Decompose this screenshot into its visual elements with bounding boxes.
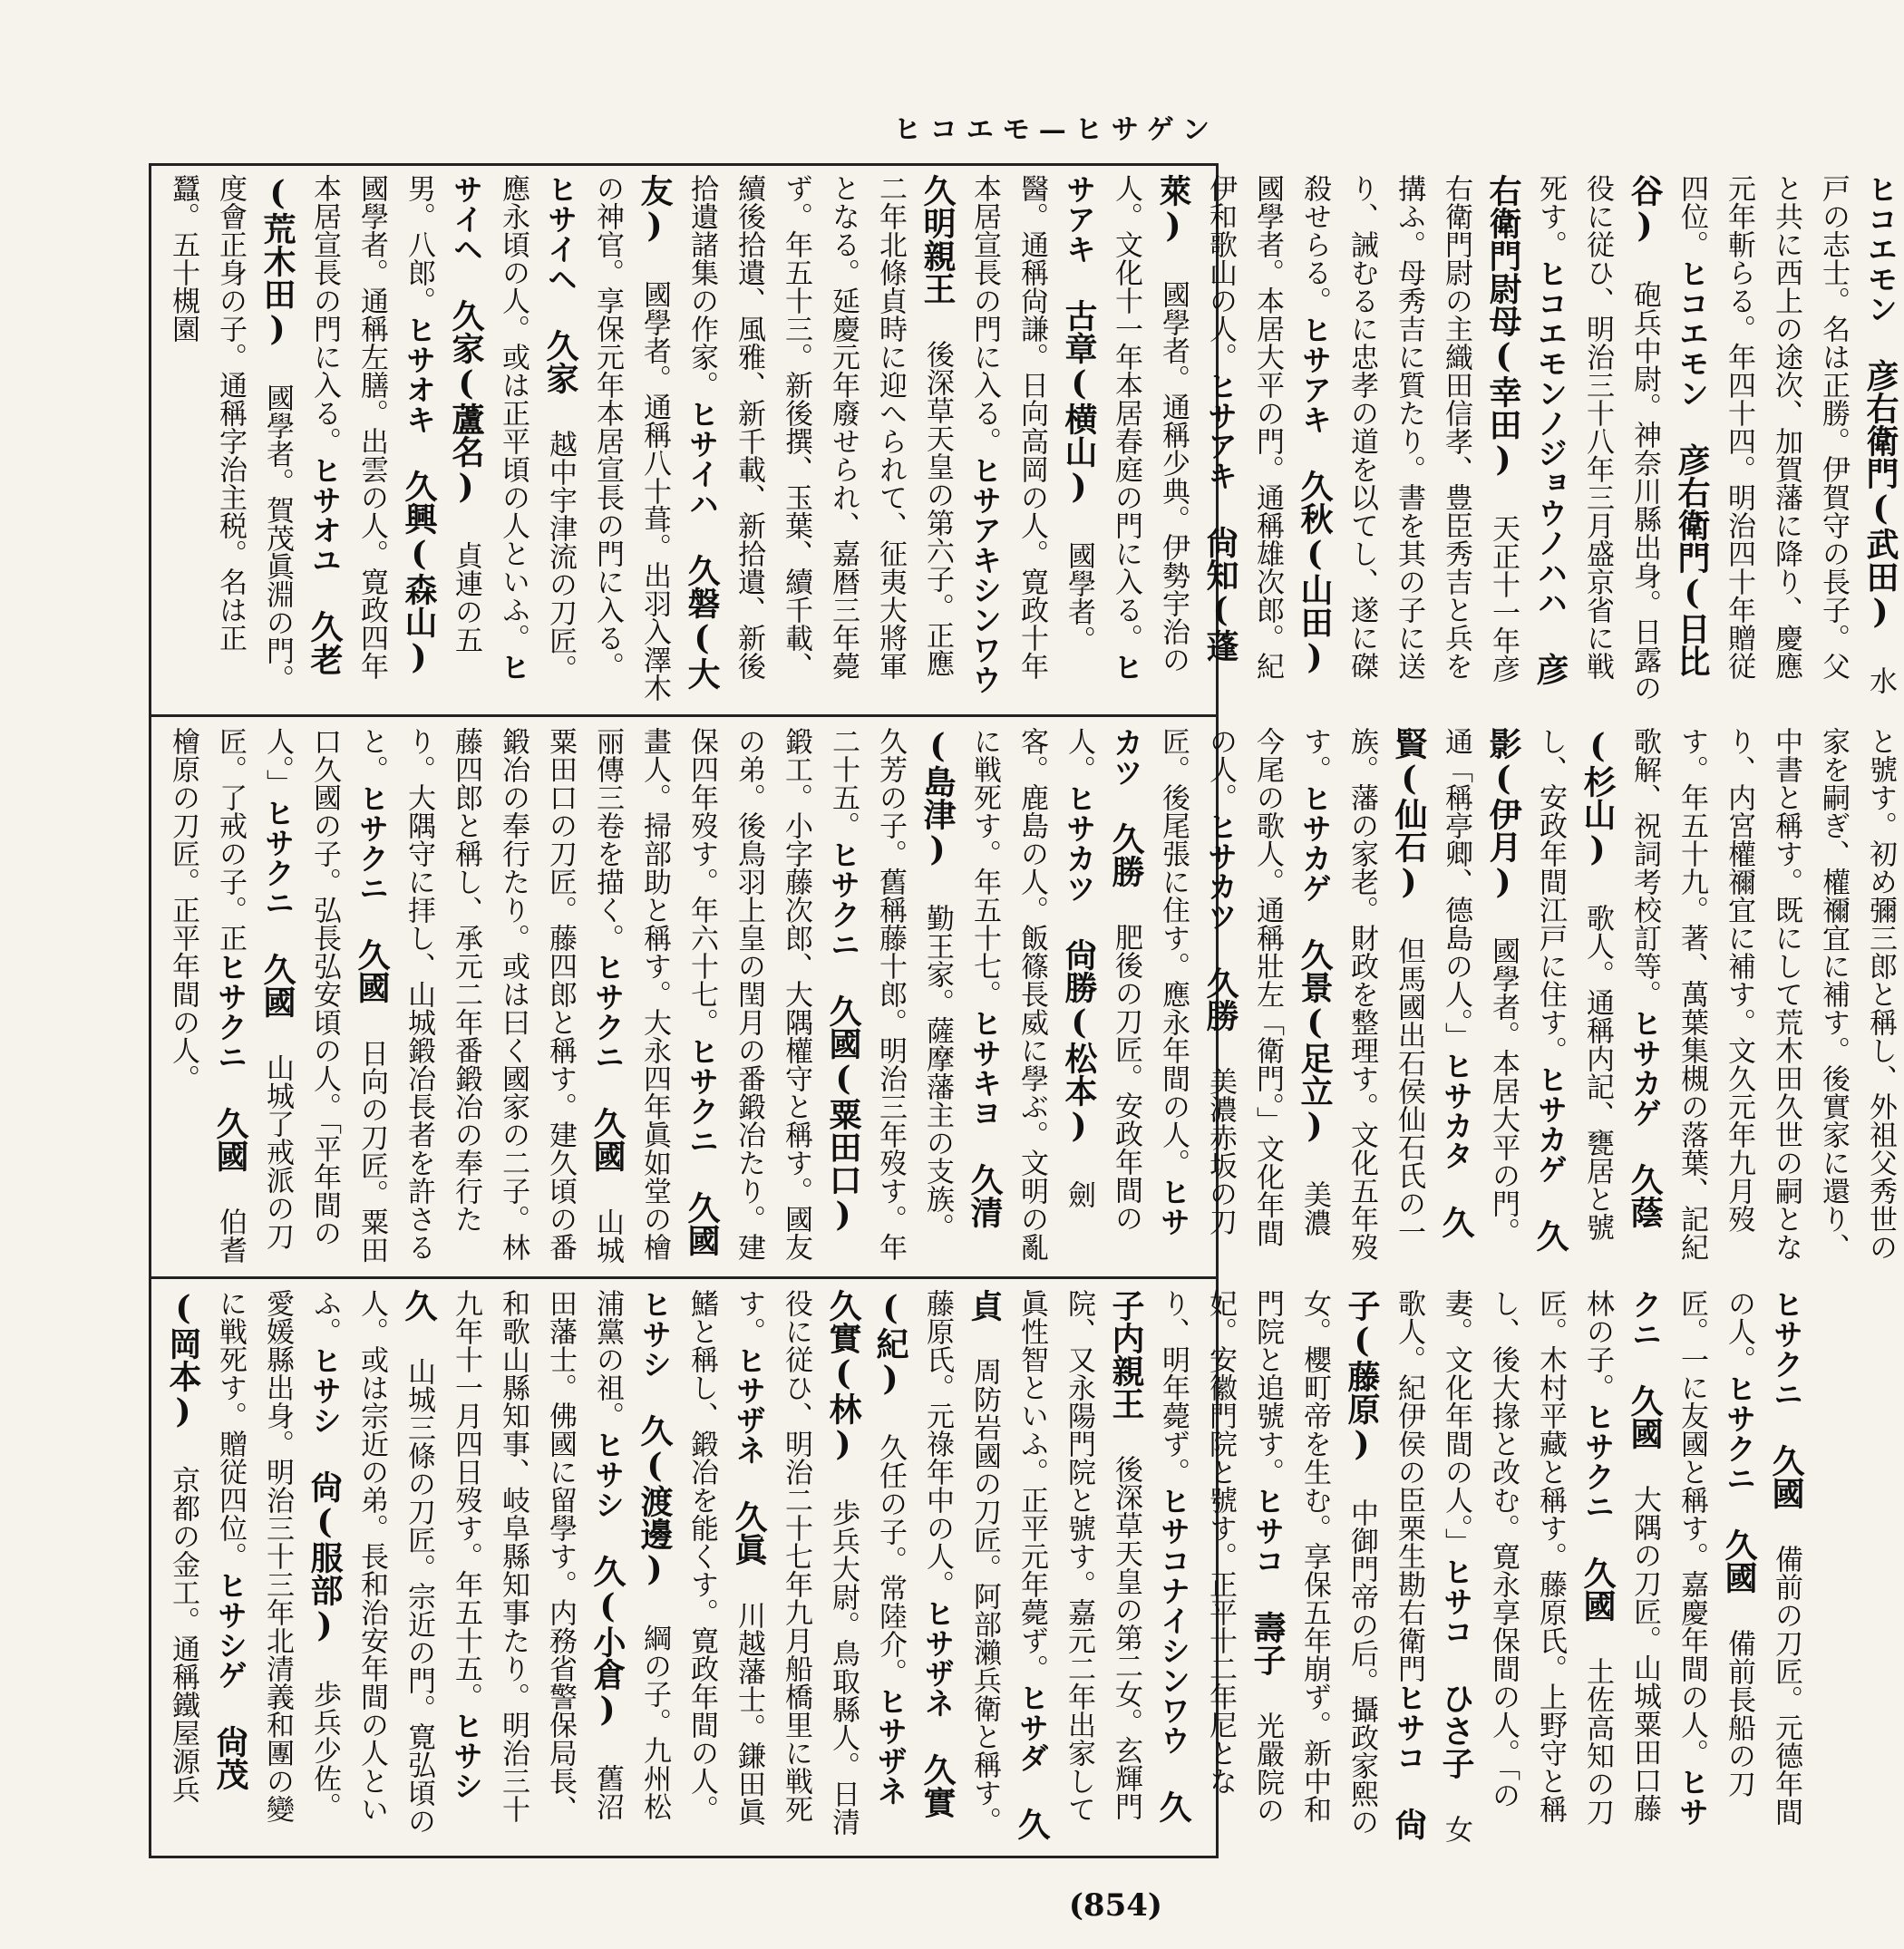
- entry-description: 劍客。鹿島の人。飯篠長威に學ぶ。文明の亂に戦死す。年五十七。: [968, 727, 1095, 1261]
- entry-kana: ヒサコ: [1439, 1556, 1474, 1646]
- entry-description: 綱の子。九州松浦黨の祖。: [591, 1289, 671, 1820]
- entry-name: 久國: [1579, 1556, 1617, 1622]
- entry-kana: ヒサクニ: [1722, 1373, 1757, 1493]
- entry-kana: ヒサクニ: [590, 952, 626, 1071]
- section-divider-1: [149, 714, 1219, 717]
- entry-name: 久影(伊月): [1484, 727, 1569, 1252]
- entry-description: と號す。初め彌三郎と稱し、外祖父秀世の家を嗣ぎ、權禰宜に補す。後實家に還り、中書と稱す。既にして荒木田久世の嗣となり、内宮權禰宜に補す。文久元年九月歿す。年五十九。著、萬葉集槻の落葉、記紀歌解、祝詞考校訂等。: [1628, 727, 1897, 1261]
- entry-name: 尙茂(岡本): [164, 1289, 249, 1790]
- section-bottom: [160, 1289, 1805, 1847]
- entry-name: 久(小倉): [588, 1555, 627, 1729]
- entry-description: 伯耆檜原の刀匠。正平年間の人。: [167, 727, 247, 1264]
- entry-name: 久磐(大友): [636, 174, 721, 690]
- entry-name: 久國: [588, 1107, 627, 1172]
- entry-kana: ヒサカタ: [1439, 1050, 1474, 1170]
- entry-description: 女歌人。紀伊侯の臣栗生勘右衛門: [1393, 1289, 1472, 1843]
- entry-description: 後深草天皇の第六子。正應二年北條貞時に迎へられて、征夷大將軍となる。延慶元年廢せられ、嘉暦三年薨ず。年五十三。新後撰、玉葉、續千載、續後拾遺、風雅、新千載、新拾遺、新後拾遺諸集の作家。: [685, 174, 954, 680]
- entry-name: 久勝: [1107, 822, 1145, 887]
- entry-kana: ヒサイヘ: [543, 174, 578, 294]
- entry-description: 土佐高知の刀匠。木村平藏と稱す。藤原氏。上野守と稱し、後大掾と改む。寛永享保間の人。「の妻。文化年間の人。」: [1440, 1289, 1614, 1826]
- entry-name: 彦右衛門(日比谷): [1626, 174, 1711, 677]
- entry-description: 備前長船の刀匠。一に友國と稱す。嘉慶年間の人。: [1676, 1289, 1755, 1798]
- entry-name: 久景(足立): [1296, 938, 1334, 1145]
- entry-name: 久實(林): [824, 1289, 862, 1463]
- page-number: (854): [1068, 1887, 1162, 1924]
- entry-description: 國學者。本居大平の門。通「稱亭卿、德島の人。」: [1440, 727, 1520, 1246]
- entry-kana: ヒサコナイシンワウ: [1156, 1486, 1191, 1755]
- entry-kana: ヒサダ: [1015, 1682, 1050, 1772]
- entry-name: 久國: [1626, 1384, 1664, 1450]
- entry-description: 京都の金工。通稱鐵屋源兵: [167, 1466, 199, 1803]
- dictionary-entry: [685, 1289, 767, 1826]
- entry-kana: ヒサシ: [449, 1711, 484, 1800]
- entry-description: 備前の刀匠。元德年間の人。: [1723, 1289, 1802, 1826]
- entry-name: 彦右衛門尉母(幸田): [1484, 174, 1569, 685]
- entry-description: 周防岩國の刀匠。阿部瀨兵衛と稱す。藤原氏。元祿年中の人。: [921, 1289, 1001, 1835]
- entry-description: 山城了戒派の刀匠。了戒の子。正: [214, 727, 294, 1250]
- entry-description: 久任の子。常陸介。: [874, 1433, 907, 1686]
- entry-name: 尙(服部): [306, 1470, 344, 1644]
- dictionary-entry: [1627, 727, 1899, 1261]
- entry-name: 久國: [1720, 1528, 1758, 1594]
- entry-kana: ヒサクニ: [1627, 1289, 1710, 1827]
- entry-name: 久蔭(杉山): [1579, 727, 1664, 1228]
- entry-description: 山城三條の刀匠。宗近の門。寛弘頃の人。或は宗近の弟。長和治安年間の人といふ。: [308, 1289, 435, 1835]
- entry-description: 川越藩士。鎌田眞鰭と稱し、鍛冶を能くす。寛政年間の人。: [685, 1289, 765, 1826]
- entry-name: 久子内親王: [1107, 1289, 1192, 1823]
- entry-kana: ヒサクニ: [1769, 1289, 1804, 1409]
- entry-kana: ヒサイヘ: [449, 174, 531, 682]
- entry-name: 古章(横山): [1060, 299, 1098, 506]
- entry-description: 但馬國出石侯仙石氏の一族。藩の家老。財政を整理す。文化五年歿す。: [1298, 727, 1425, 1261]
- entry-kana: ヒサコ: [1250, 1486, 1286, 1576]
- entry-description: 歩兵少佐。愛媛縣出身。明治三十三年北清義和團の變に戦死す。贈従四位。: [214, 1289, 341, 1823]
- entry-name: ひさ子: [1437, 1681, 1475, 1779]
- entry-kana: ヒサキヨ: [967, 1008, 1003, 1128]
- entry-description: 肥後の刀匠。安政年間の人。: [1063, 727, 1142, 1232]
- entry-kana: ヒサカゲ: [1297, 783, 1333, 903]
- section-divider-2: [149, 1276, 1219, 1279]
- entry-kana: ヒサクニ: [685, 1036, 720, 1156]
- entry-kana: ヒサオユ: [307, 455, 343, 575]
- page-header: ヒコエモ—ヒサゲン: [893, 114, 1219, 146]
- entry-name: 久興(森山): [400, 470, 438, 676]
- entries-column: [160, 1289, 1810, 1847]
- entry-description: 砲兵中尉。神奈川縣出身。日露の役に従ひ、明治三十八年三月盛京省に戦死す。: [1534, 174, 1661, 702]
- entry-description: 國學者。通稱少典。伊勢宇治の人。文化十一年本居春庭の門に入る。: [1110, 174, 1190, 674]
- entry-description: 歌人。通稱内記、甕居と號し、安政年間江戸に住す。: [1534, 727, 1614, 1241]
- dictionary-entry: [1297, 174, 1569, 685]
- entry-description: 畫人。掃部助と稱す。大永四年眞如堂の檜丽傳三卷を描く。: [591, 727, 671, 1261]
- dictionary-entry: [496, 174, 578, 683]
- entry-kana: ヒサイハ: [685, 399, 720, 519]
- entry-description: 國學者。醫。通稱尙謙。日向高岡の人。寛政十年本居宣長の門に入る。: [968, 174, 1095, 680]
- dictionary-entry: [685, 174, 1003, 694]
- entry-kana: ヒサコ: [1392, 1682, 1427, 1772]
- entry-name: 久實(紀): [871, 1289, 957, 1818]
- entry-description: 國學者。通稱左膳。出雲の人。寛政四年本居宣長の門に入る。: [308, 174, 388, 680]
- entry-name: 壽子: [1248, 1611, 1287, 1676]
- entry-kana: ヒサカゲ: [1627, 1008, 1663, 1128]
- entry-name: 久眞: [730, 1500, 768, 1566]
- entry-name: 久: [400, 1289, 438, 1322]
- entry-kana: ヒサクニ: [826, 839, 861, 959]
- entry-description: 後深草天皇の第二女。玄輝門院、又永陽門院と號す。嘉元二年出家して眞性智といふ。正平元年薨ず。: [1015, 1289, 1142, 1823]
- entry-description: 勤王家。薩摩藩主の支族。久芳の子。舊稱藤十郎。明治三年歿す。年二十五。: [827, 727, 954, 1261]
- entry-description: 美濃今尾の歌人。通稱壯左「衛門。」文化年間の人。: [1204, 727, 1331, 1247]
- entry-kana: ヒサザネ: [732, 1345, 767, 1465]
- entry-kana: ヒサアキ: [1062, 174, 1144, 682]
- entry-kana: ヒサクニ: [260, 797, 296, 917]
- entry-name: 久國: [211, 1107, 249, 1172]
- entry-kana: ヒコエモン: [1675, 258, 1710, 408]
- entry-kana: ヒサカツ: [1062, 783, 1097, 903]
- entry-kana: ヒサクニ: [213, 952, 248, 1071]
- entry-description: 山城粟田口の刀匠。藤四郎と稱す。建久頃の番鍛冶の奉行たり。或は曰く國家の二子。林藤四郎と稱し、承元二年番鍛冶の奉行たり。大隅守に拝し、山城鍛冶長者を許さると。: [355, 727, 624, 1264]
- entry-name: 久勝: [1201, 966, 1239, 1032]
- entry-name: 久賢(仙石): [1390, 727, 1475, 1238]
- entry-description: 中御門帝の后。攝政家熙の女。櫻町帝を生む。享保五年崩ず。新中和門院と追號す。: [1251, 1289, 1378, 1836]
- entry-description: 水戸の志士。名は正勝。伊賀守の長子。父と共に西上の途次、加賀藩に降り、慶應元年斬らる。年四十四。明治四十年贈従四位。: [1676, 174, 1897, 694]
- entry-kana: ヒサシ: [590, 1430, 626, 1519]
- entry-name: 久秋(山田): [1296, 470, 1334, 676]
- entry-kana: ヒサアキ: [1203, 371, 1239, 490]
- entry-kana: ヒサオキ: [402, 315, 437, 434]
- entry-name: 尙子(藤原): [1343, 1289, 1428, 1840]
- entry-description: 國學者。賀茂眞淵の門。度會正身の子。通稱字治主税。名は正蠶。五十槻園: [167, 174, 294, 693]
- entry-name: 久老(荒木田): [258, 174, 344, 675]
- entry-name: 久國: [1767, 1444, 1805, 1509]
- entry-name: 久國: [258, 952, 296, 1018]
- entry-name: 久(渡邊): [636, 1414, 674, 1588]
- entry-name: 久家: [541, 329, 579, 394]
- entry-description: 貞連の五男。八郎。: [403, 174, 482, 654]
- entry-kana: ヒサシ: [307, 1345, 343, 1435]
- entries-column: [160, 174, 1904, 703]
- entry-name: 彦右衛門(武田): [1861, 359, 1899, 631]
- entry-name: 久貞: [966, 1289, 1051, 1840]
- entry-name: 久明親王: [918, 174, 957, 305]
- entry-kana: ヒサザネ: [873, 1686, 908, 1806]
- entry-description: 大隅の刀匠。山城粟田口藤林の子。: [1581, 1289, 1661, 1822]
- entry-name: 久國: [683, 1191, 721, 1256]
- entry-description: 光嚴院の妃。安徽門院と號す。正平十二年尼となり、明年薨ず。: [1157, 1289, 1284, 1824]
- entry-name: 久清(島津): [918, 727, 1004, 1228]
- entry-kana: ヒサカゲ: [1533, 1064, 1569, 1184]
- entry-name: 尙勝(松本): [1060, 938, 1098, 1145]
- entry-description: 美濃赤坂の刀匠。後尾張に住す。應永年間の人。: [1157, 727, 1237, 1236]
- entry-kana: ヒサアキシンワウ: [967, 455, 1003, 694]
- entry-kana: ヒサアキ: [1297, 315, 1333, 434]
- entries-column: [160, 727, 1904, 1264]
- entry-description: 鍛工。小字藤次郎、大隅權守と稱す。國友の弟。後鳥羽上皇の閏月の番鍛冶たり。建保四年歿す。年六十七。: [685, 727, 812, 1261]
- entry-name: 久家(蘆名): [447, 299, 485, 506]
- entry-kana: ヒサクニ: [355, 783, 390, 903]
- entry-name: 久國: [353, 938, 391, 1004]
- entry-description: 歩兵大尉。鳥取縣人。日清役に従ひ、明治二十七年九月船橋里に戦死す。: [733, 1289, 860, 1836]
- entry-name: 久國(粟田口): [824, 994, 862, 1234]
- entry-kana: ヒコエモンノジョウノハハ: [1533, 258, 1569, 617]
- entry-kana: ヒサクニ: [1580, 1401, 1616, 1521]
- entry-description: 天正十一年彦右衛門尉の主織田信孝、豊臣秀吉と兵を搆ふ。母秀吉に質たり。書を其の子に送り、誡むるに忠孝の道を以てし、遂に磔殺せらる。: [1298, 174, 1520, 683]
- entry-description: 舊沼田藩士。佛國に留學す。内務省警保局長、和歌山縣知事、岐阜縣知事たり。明治三十九年十一月四日歿す。年五十五。: [450, 1289, 624, 1823]
- entry-description: 越中宇津流の刀匠。應永頃の人。或は正平頃の人といふ。: [497, 174, 577, 683]
- entry-description: 國學者。通稱八十葺。出羽入澤木の神官。享保元年本居宣長の門に入る。: [591, 174, 671, 702]
- entry-kana: ヒサカツ: [1203, 811, 1239, 931]
- entry-description: 日向の刀匠。粟田口久國の子。弘長弘安頃の人。「平年間の人。」: [261, 727, 388, 1264]
- section-middle: [160, 727, 1897, 1264]
- entry-kana: ヒサザネ: [920, 1598, 956, 1718]
- entry-name: 尙知(蓬萊): [1154, 174, 1239, 662]
- section-top: [160, 174, 1899, 703]
- entry-kana: ヒコエモン: [1863, 174, 1899, 324]
- dictionary-entry: [355, 727, 626, 1264]
- entry-description: 國學者。本居大平の門。通稱雄次郎。紀伊和歌山の人。: [1204, 174, 1284, 680]
- entry-kana: ヒサシゲ: [213, 1570, 248, 1690]
- entry-kana: ヒサシ: [637, 1289, 673, 1379]
- entry-kana: ヒサカツ: [1109, 727, 1191, 1236]
